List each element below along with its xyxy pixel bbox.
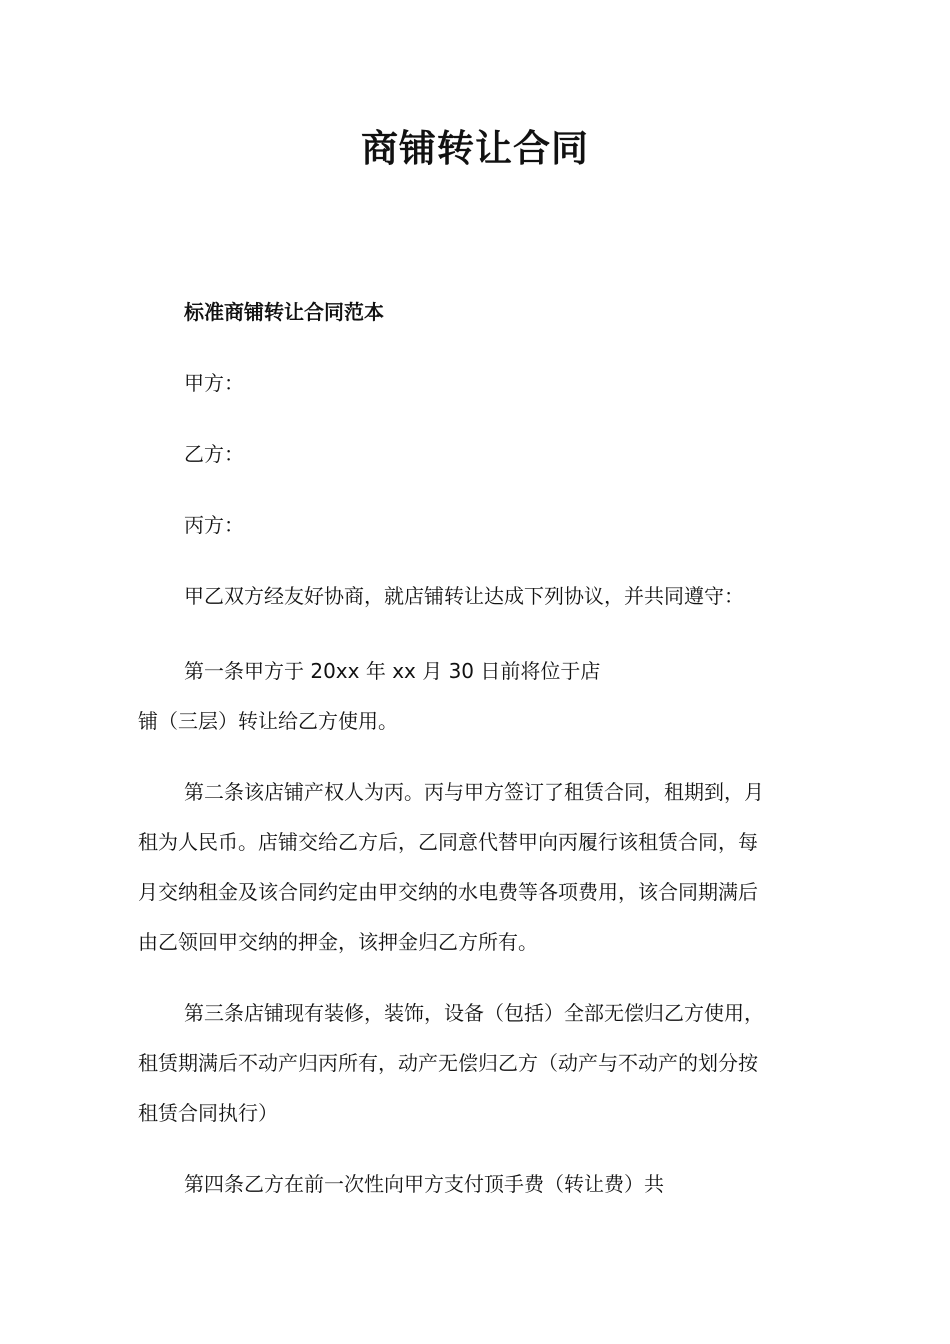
intro-paragraph: 甲乙双方经友好协商，就店铺转让达成下列协议，并共同遵守：: [184, 584, 744, 608]
party-a-label: 甲方：: [184, 371, 244, 395]
article-2-line-2: 租为人民币。店铺交给乙方后，乙同意代替甲向丙履行该租赁合同，每: [138, 830, 758, 854]
document-subtitle: 标准商铺转让合同范本: [184, 300, 384, 324]
article-1-line-2: 铺（三层）转让给乙方使用。: [138, 709, 398, 733]
article-2-line-1: 第二条该店铺产权人为丙。丙与甲方签订了租赁合同，租期到，月: [184, 780, 764, 804]
party-b-label: 乙方：: [184, 442, 244, 466]
article-2-line-4: 由乙领回甲交纳的押金，该押金归乙方所有。: [138, 930, 538, 954]
article-2-line-3: 月交纳租金及该合同约定由甲交纳的水电费等各项费用，该合同期满后: [138, 880, 758, 904]
document-title: 商铺转让合同: [361, 127, 589, 170]
article-4-line-1: 第四条乙方在前一次性向甲方支付顶手费（转让费）共: [184, 1172, 664, 1196]
article-1-line-1: 第一条甲方于 20xx 年 xx 月 30 日前将位于店: [184, 659, 601, 683]
article-3-line-2: 租赁期满后不动产归丙所有，动产无偿归乙方（动产与不动产的划分按: [138, 1051, 758, 1075]
article-3-line-3: 租赁合同执行）: [138, 1101, 278, 1125]
article-3-line-1: 第三条店铺现有装修，装饰，设备（包括）全部无偿归乙方使用，: [184, 1001, 764, 1025]
party-c-label: 丙方：: [184, 513, 244, 537]
